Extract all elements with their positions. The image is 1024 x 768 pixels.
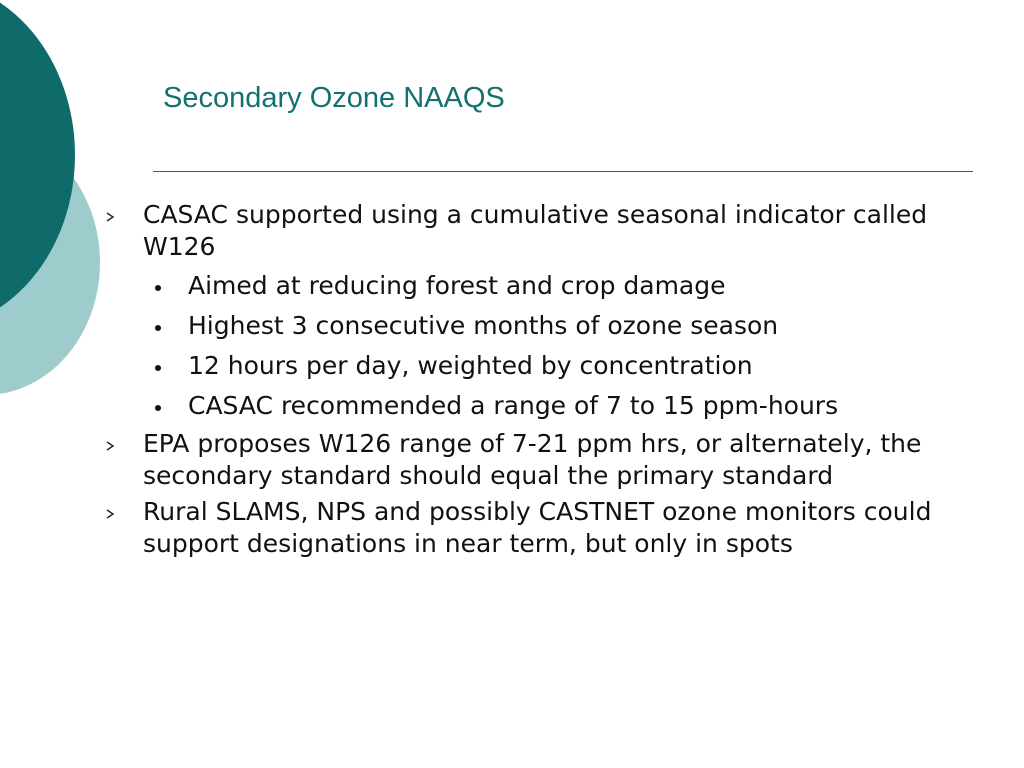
bullet-text: EPA proposes W126 range of 7-21 ppm hrs, or alternately, the secondary standard should equal the primary standard [143,429,922,490]
dot-bullet-icon [155,325,161,331]
bullet-text: Rural SLAMS, NPS and possibly CASTNET ozone monitors could support designations in near term, but only in spots [143,497,932,558]
arrow-bullet-icon [106,199,120,231]
dot-bullet-icon [155,285,161,291]
sub-bullet-text: Aimed at reducing forest and crop damage [188,271,726,300]
dot-bullet-icon [155,405,161,411]
bullet-item [104,428,984,492]
arrow-bullet-icon [106,496,120,528]
slide-title: Secondary Ozone NAAQS [163,82,505,114]
bullet-item [104,496,984,560]
sub-bullet-text: Highest 3 consecutive months of ozone season [188,311,779,340]
slide-body [104,199,984,564]
title-divider [153,171,973,172]
sub-bullet-list [143,270,984,422]
sub-bullet-item [143,270,984,302]
sub-bullet-item [143,390,984,422]
sub-bullet-item [143,310,984,342]
bullet-item [104,199,984,422]
dot-bullet-icon [155,365,161,371]
bullet-text: CASAC supported using a cumulative seasonal indicator called W126 [143,200,928,261]
sub-bullet-text: 12 hours per day, weighted by concentration [188,351,753,380]
arrow-bullet-icon [106,428,120,460]
sub-bullet-text: CASAC recommended a range of 7 to 15 ppm-hours [188,391,839,420]
sub-bullet-item [143,350,984,382]
